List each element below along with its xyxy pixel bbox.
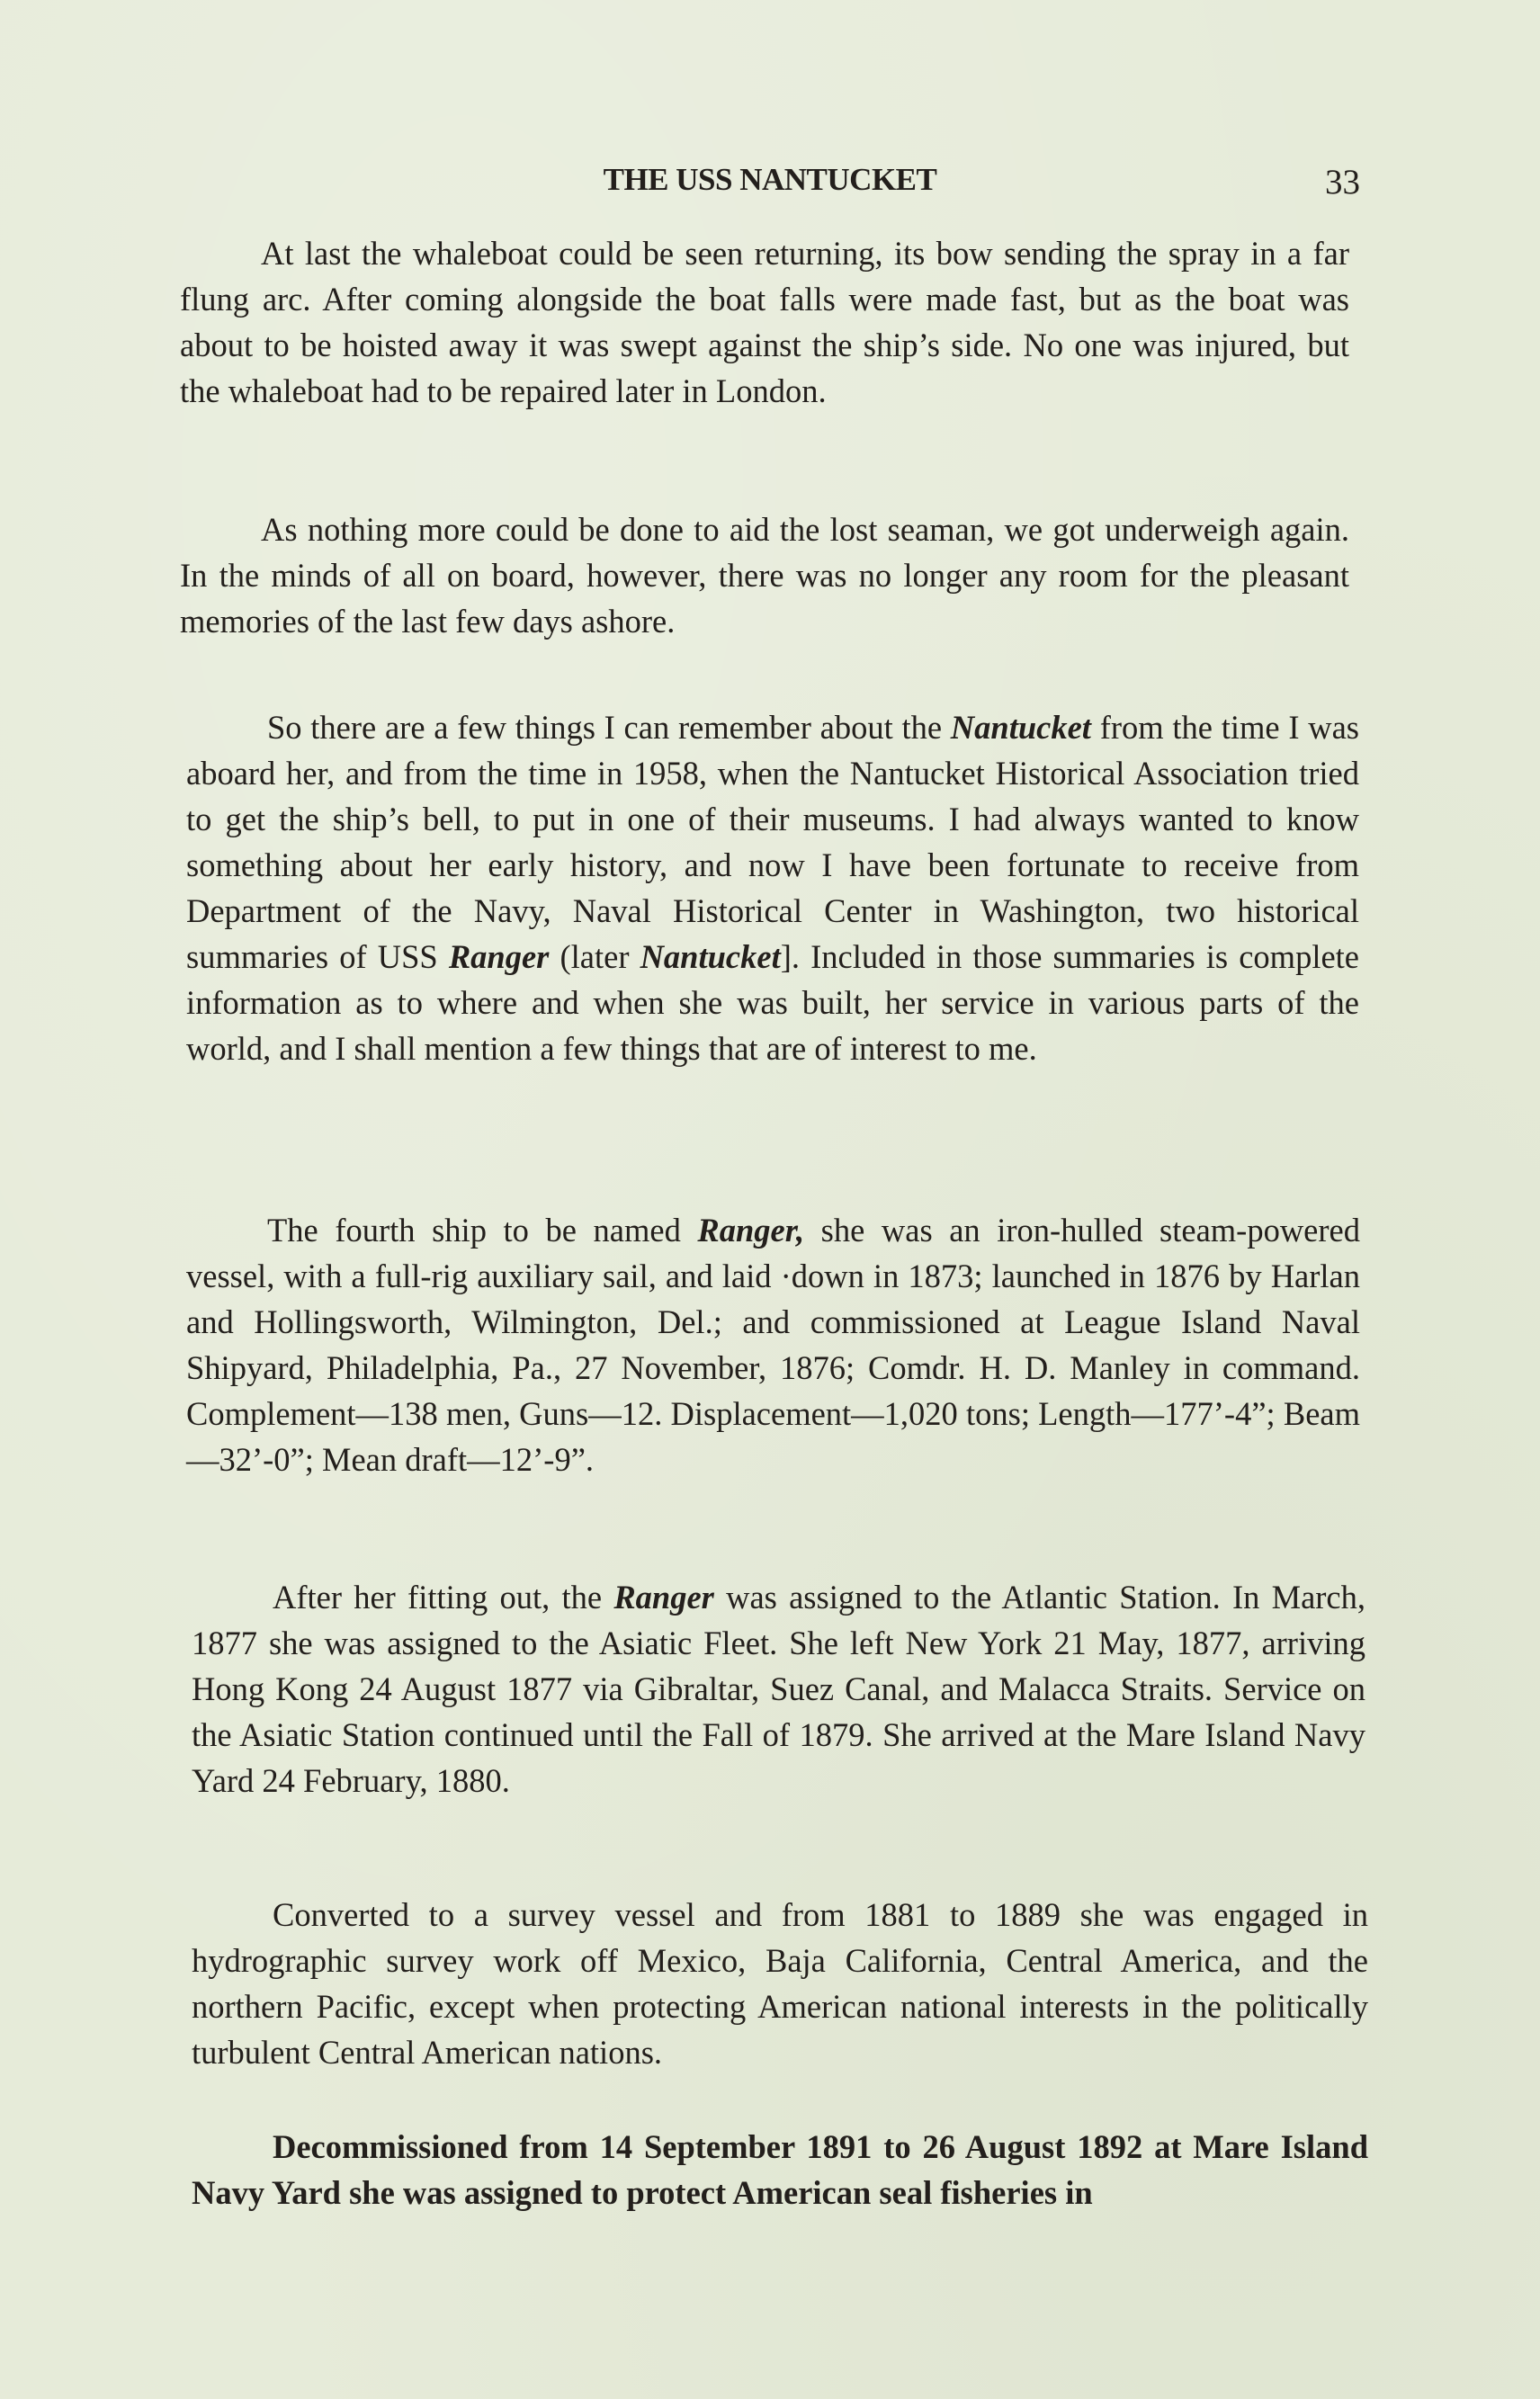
text-run: So there are a few things I can remember about the bbox=[267, 709, 951, 746]
text-run: The fourth ship to be named bbox=[267, 1212, 698, 1249]
text-run: she was an iron-hulled steam-powered vessel, with a full-rig auxiliary sail, and laid ·down in 1873; launched in 1876 by Harlan and Hollingsworth, Wilmington, Del.; and commissioned at League Island Naval Shipyard, Philadelphia, Pa., 27 November, 1876; Comdr. H. D. Manley in command. Complement—138 men, Guns—12. Displacement—1,020 tons; Length—177’-4”; Beam—32’-0”; Mean draft—12’-9”. bbox=[186, 1212, 1360, 1478]
paragraph-memories-history bbox=[186, 704, 1359, 1071]
text-run: was assigned to the Atlantic Station. In March, 1877 she was assigned to the Asiatic Fleet. She left New York 21 May, 1877, arriving Hong Kong 24 August 1877 via Gibraltar, Suez Canal, and Malacca Straits. Service on the Asiatic Station continued until the Fall of 1879. She arrived at the Mare Island Navy Yard 24 February, 1880. bbox=[192, 1579, 1365, 1799]
ship-name-italic: Nantucket bbox=[640, 938, 781, 975]
paragraph-fourth-ranger bbox=[186, 1207, 1360, 1482]
text-run: ]. Included in those summaries is complete information as to where and when she was built, her service in various parts of the world, and I shall mention a few things that are of interest to me. bbox=[186, 938, 1360, 1067]
ship-name-italic: Nantucket bbox=[950, 709, 1091, 746]
text-run: After her fitting out, the bbox=[273, 1579, 614, 1616]
text-run: (later bbox=[549, 938, 640, 975]
ship-name-italic: Ranger, bbox=[697, 1212, 805, 1249]
paragraph-survey-vessel: Converted to a survey vessel and from 1881 to 1889 she was engaged in hydrographic survey work off Mexico, Baja California, Central America, and the northern Pacific, except when protecting American national interests in the politically turbulent Central American nations. bbox=[192, 1896, 1368, 2071]
paragraph-fitting-out bbox=[192, 1574, 1365, 1804]
text-run: from the time I was aboard her, and from the time in 1958, when the Nantucket Historical Association tried to get the ship’s bell, to put in one of their museums. I had always wanted to know something about her early history, and now I have been fortunate to receive from Department of the Navy, Naval Historical Center in Washington, two historical summaries of USS bbox=[186, 709, 1359, 975]
ship-name-italic: Ranger bbox=[448, 938, 550, 975]
running-title: THE USS NANTUCKET bbox=[603, 162, 937, 197]
page-number: 33 bbox=[1325, 163, 1360, 201]
paragraph-underweigh: As nothing more could be done to aid the lost seaman, we got underweigh again. In the minds of all on board, however, there was no longer any room for the pleasant memories of the last few days ashore. bbox=[180, 511, 1349, 640]
running-head bbox=[180, 162, 1360, 207]
paragraph-whaleboat-return: At last the whaleboat could be seen returning, its bow sending the spray in a far flung arc. After coming alongside the boat falls were made fast, but as the boat was about to be hoisted away it was swept against the ship’s side. No one was injured, but the whaleboat had to be repaired later in London. bbox=[180, 235, 1349, 409]
paragraph-decommissioned: Decommissioned from 14 September 1891 to 26 August 1892 at Mare Island Navy Yard she was assigned to protect American seal fisheries in bbox=[192, 2128, 1368, 2211]
ship-name-italic: Ranger bbox=[613, 1579, 714, 1616]
